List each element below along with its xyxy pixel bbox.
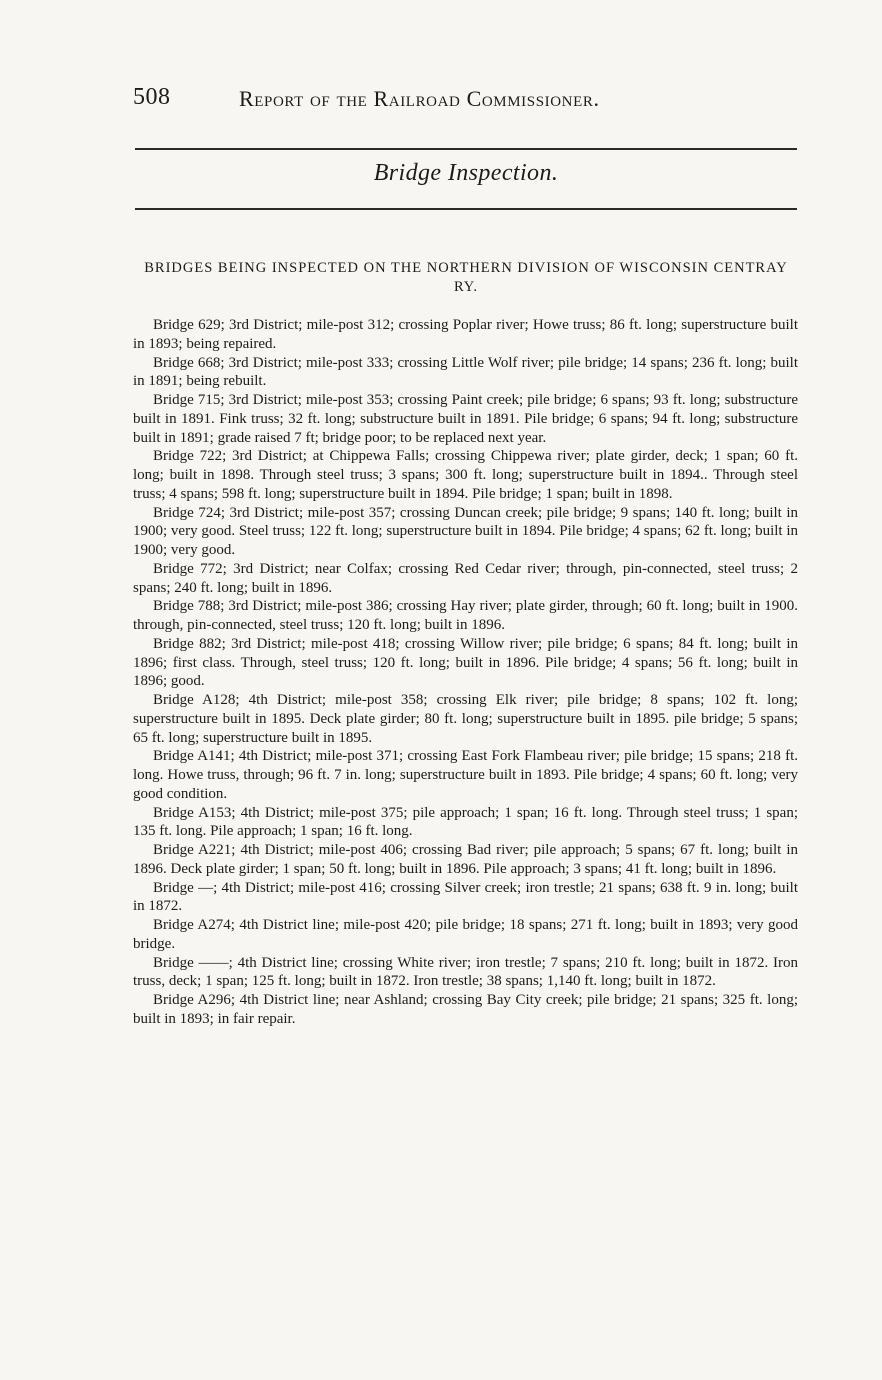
bottom-rule	[135, 208, 797, 210]
bridge-entry: Bridge A296; 4th District line; near Ashland; crossing Bay City creek; pile bridge; 21 spans; 325 ft. long; built in 1893; in fair repair.	[133, 992, 798, 1027]
bridge-entry: Bridge 668; 3rd District; mile-post 333; crossing Little Wolf river; pile bridge; 14 spans; 236 ft. long; built in 1891; being rebuilt.	[133, 354, 798, 390]
page-number: 508	[133, 84, 171, 110]
bridge-entry: Bridge A128; 4th District; mile-post 358; crossing Elk river; pile bridge; 8 spans; 102 ft. long; superstructure built in 1895. Deck plate girder; 80 ft. long; superstructure built in 1895. pile bridge; 5 spans; 65 ft. long; superstructure built in 1895.	[133, 692, 798, 746]
running-head: Report of the Railroad Commissioner.	[239, 86, 600, 111]
bridge-entry: Bridge A153; 4th District; mile-post 375; pile approach; 1 span; 16 ft. long. Through steel truss; 1 span; 135 ft. long. Pile approach; 1 span; 16 ft. long.	[133, 804, 798, 840]
page-header	[133, 84, 803, 118]
bridge-entry: Bridge —; 4th District; mile-post 416; crossing Silver creek; iron trestle; 21 spans; 638 ft. 9 in. long; built in 1872.	[133, 879, 798, 915]
bridge-entry: Bridge 788; 3rd District; mile-post 386; crossing Hay river; plate girder, through; 60 ft. long; built in 1900. through, pin-connected, steel truss; 120 ft. long; built in 1896.	[133, 598, 798, 633]
bridge-entry: Bridge ——; 4th District line; crossing White river; iron trestle; 7 spans; 210 ft. long; built in 1872. Iron truss, deck; 1 span; 125 ft. long; built in 1872. Iron trestle; 38 spans; 1,140 ft. long; built in 1872.	[133, 954, 798, 990]
bridge-entry: Bridge 772; 3rd District; near Colfax; crossing Red Cedar river; through, pin-connected, steel truss; 2 spans; 240 ft. long; built in 1896.	[133, 560, 798, 596]
bridge-entry: Bridge 629; 3rd District; mile-post 312; crossing Poplar river; Howe truss; 86 ft. long; superstructure built in 1893; being repaired.	[133, 317, 798, 352]
top-rule	[135, 148, 797, 150]
bridge-entry: Bridge 722; 3rd District; at Chippewa Falls; crossing Chippewa river; plate girder, deck; 1 span; 60 ft. long; built in 1898. Through steel truss; 3 spans; 300 ft. long; superstructure built in 1894.. Through steel truss; 4 spans; 598 ft. long; superstructure built in 1894. Pile bridge; 1 span; built in 1898.	[133, 448, 798, 502]
bridge-entry: Bridge 724; 3rd District; mile-post 357; crossing Duncan creek; pile bridge; 9 spans; 140 ft. long; built in 1900; very good. Steel truss; 122 ft. long; superstructure built in 1894. Pile bridge; 4 spans; 62 ft. long; built in 1900; very good.	[133, 504, 798, 558]
bridge-entry: Bridge A221; 4th District; mile-post 406; crossing Bad river; pile approach; 5 spans; 67 ft. long; built in 1896. Deck plate girder; 1 span; 50 ft. long; built in 1896. Pile approach; 3 spans; 41 ft. long; built in 1896.	[133, 842, 798, 877]
bridge-entry: Bridge A274; 4th District line; mile-post 420; pile bridge; 18 spans; 271 ft. long; built in 1893; very good bridge.	[133, 917, 798, 952]
bridge-entry: Bridge 882; 3rd District; mile-post 418; crossing Willow river; pile bridge; 6 spans; 84 ft. long; built in 1896; first class. Through, steel truss; 120 ft. long; built in 1896. Pile bridge; 4 spans; 56 ft. long; built in 1896; good.	[133, 635, 798, 690]
bridge-entry: Bridge A141; 4th District; mile-post 371; crossing East Fork Flambeau river; pile bridge; 15 spans; 218 ft. long. Howe truss, through; 96 ft. 7 in. long; superstructure built in 1893. Pile bridge; 4 spans; 60 ft. long; very good condition.	[133, 748, 798, 802]
section-title: Bridge Inspection.	[373, 160, 559, 186]
bridge-entries	[133, 316, 798, 1029]
article-heading: BRIDGES BEING INSPECTED ON THE NORTHERN DIVISION OF WISCONSIN CENTRAY RY.	[144, 260, 788, 295]
bridge-entry: Bridge 715; 3rd District; mile-post 353; crossing Paint creek; pile bridge; 6 spans; 93 ft. long; substructure built in 1891. Fink truss; 32 ft. long; substructure built in 1891. Pile bridge; 6 spans; 94 ft. long; substructure built in 1891; grade raised 7 ft; bridge poor; to be replaced next year.	[133, 392, 798, 446]
